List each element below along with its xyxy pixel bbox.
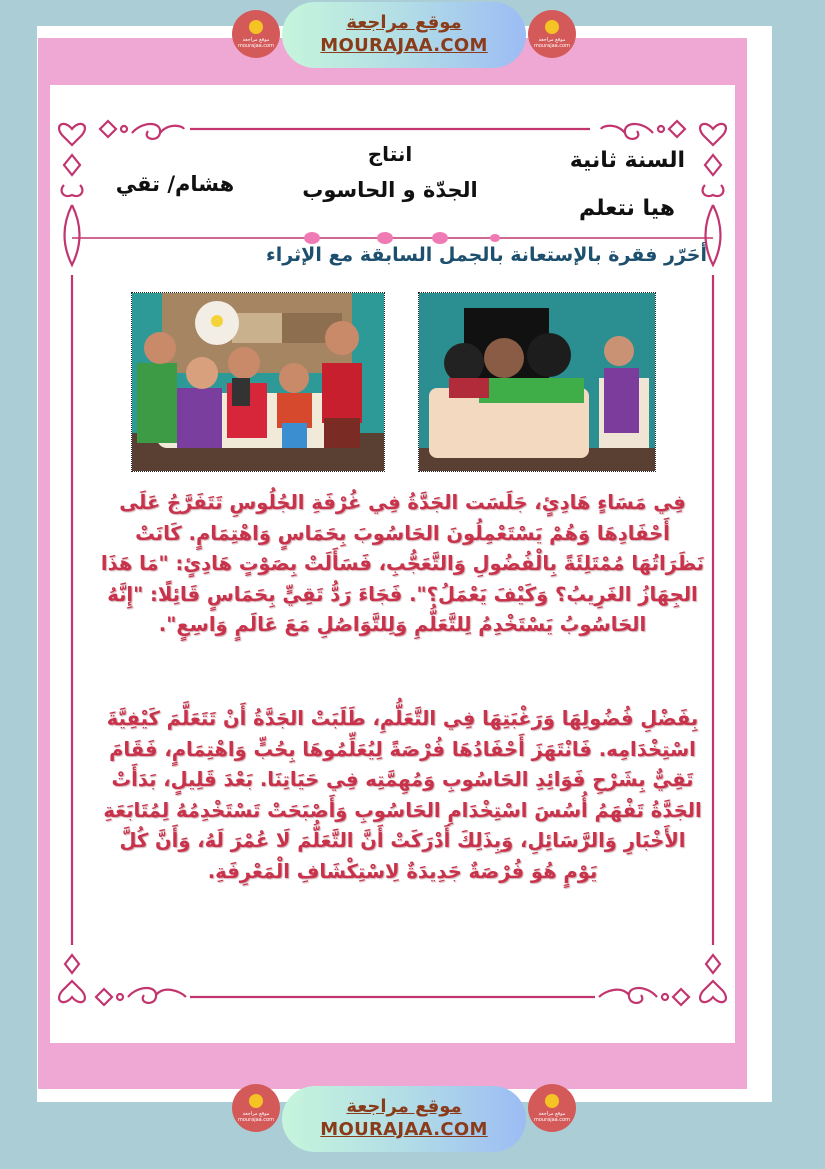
badge-caption-en: mourajaa.com xyxy=(533,42,570,49)
site-banner-top[interactable] xyxy=(282,2,526,68)
book-icon xyxy=(249,20,263,34)
book-icon xyxy=(545,20,559,34)
book-icon xyxy=(249,1094,263,1108)
mourajaa-logo-badge-left[interactable] xyxy=(232,10,280,58)
badge-caption-ar: موقع مراجعة xyxy=(242,1110,270,1117)
illustration-family-watching-screen xyxy=(418,292,656,472)
illustration-family-with-tablet xyxy=(131,292,385,472)
banner-arabic-link[interactable]: موقع مراجعة xyxy=(346,12,462,33)
instruction-text: أحَرّر فقرة بالإستعانة بالجمل السابقة مع الإثراء xyxy=(266,244,707,266)
banner-latin-link[interactable]: MOURAJAA.COM xyxy=(320,35,488,56)
badge-caption-ar: موقع مراجعة xyxy=(538,36,566,43)
banner-latin-link[interactable]: MOURAJAA.COM xyxy=(320,1119,488,1140)
subject-label: انتاج xyxy=(367,142,413,166)
story-paragraph-1: فِي مَسَاءٍ هَادِئٍ، جَلَسَت الجَدَّةُ فِي غُرْفَةِ الجُلُوسِ تَتَفَرَّجُ عَلَى أَحْفَادِهَا وَهُمْ يَسْتَعْمِلُونَ الحَاسُوبَ بِحَمَاسٍ وَاهْتِمَامٍ. كَانَتْ نَظَرَاتُهَا مُمْتَلِئَةً بِالْفُضُولِ وَالتَّعَجُّبِ، فَسَأَلَتْ بِصَوْتٍ هَادِئٍ: "مَا هَذَا الجِهَازُ الغَرِيبُ؟ وَكَيْفَ يَعْمَلُ؟". فَجَاءَ رَدُّ تَقِيٍّ بِحَمَاسٍ قَائِلًا: "إِنَّهُ الحَاسُوبُ يَسْتَخْدِمُ لِلتَّعَلُّمِ وَلِلتَّوَاصُلِ مَعَ عَالَمٍ وَاسِعٍ". xyxy=(100,491,705,636)
badge-caption-ar: موقع مراجعة xyxy=(242,36,270,43)
mourajaa-logo-badge-bottom-left[interactable] xyxy=(232,1084,280,1132)
series-label: هيا نتعلم xyxy=(578,196,675,221)
mourajaa-logo-badge-bottom-right[interactable] xyxy=(528,1084,576,1132)
book-icon xyxy=(545,1094,559,1108)
mourajaa-logo-badge-right[interactable] xyxy=(528,10,576,58)
badge-caption-en: mourajaa.com xyxy=(237,1116,274,1123)
author-label: هشام/ تقي xyxy=(115,172,235,196)
banner-arabic-link[interactable]: موقع مراجعة xyxy=(346,1096,462,1117)
badge-caption-ar: موقع مراجعة xyxy=(538,1110,566,1117)
badge-caption-en: mourajaa.com xyxy=(533,1116,570,1123)
badge-caption-en: mourajaa.com xyxy=(237,42,274,49)
worksheet-title: الجدّة و الحاسوب xyxy=(302,178,478,202)
site-banner-bottom[interactable] xyxy=(282,1086,526,1152)
grade-label: السنة ثانية xyxy=(569,148,685,173)
story-paragraph-2: بِفَضْلِ فُضُولِهَا وَرَغْبَتِهَا فِي التَّعَلُّمِ، طَلَبَتْ الجَدَّةُ أَنْ تَتَعَلَّمَ كَيْفِيَّةَ اسْتِخْدَامِه. فَانْتَهَزَ أَحْفَادُهَا فُرْصَةً لِيُعَلِّمُوهَا بِحُبٍّ وَاهْتِمَامٍ، فَقَامَ تَقِيٌّ بِشَرْحِ فَوَائِدِ الحَاسُوبِ وَمُهِمَّتِه فِي حَيَاتِنَا. بَعْدَ قَلِيلٍ، بَدَأَتْ الجَدَّةُ تَفْهَمُ أُسُسَ اسْتِخْدَامِ الحَاسُوبِ وَأَصْبَحَتْ تَسْتَخْدِمُهُ لِمُتَابَعَةِ الأَخْبَارِ وَالرَّسَائِلِ، وَبِذَلِكَ أَدْرَكَتْ أَنَّ التَّعَلُّمَ لَا عُمْرَ لَهُ، وَأَنَّ كُلَّ يَوْمٍ هُوَ فُرْصَةٌ جَدِيدَةٌ لِاسْتِكْشَافِ الْمَعْرِفَةِ. xyxy=(103,707,702,883)
